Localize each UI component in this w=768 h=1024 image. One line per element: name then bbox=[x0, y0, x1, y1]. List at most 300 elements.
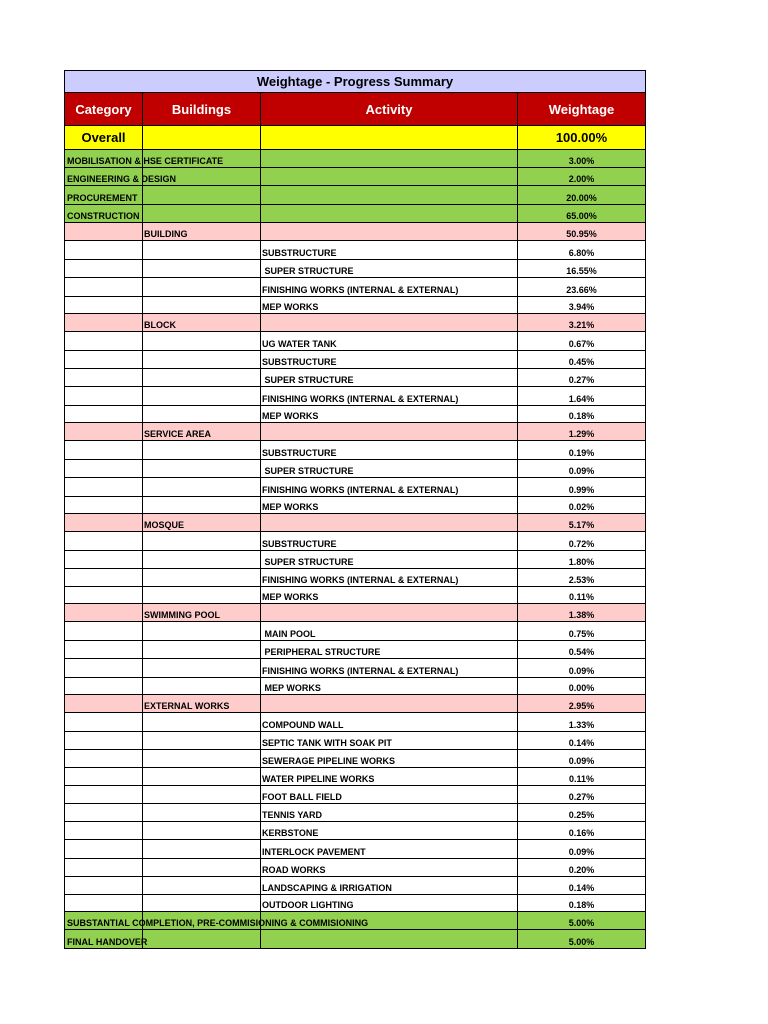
building-label: SERVICE AREA bbox=[144, 429, 212, 439]
building-label: MOSQUE bbox=[144, 520, 185, 530]
activity-row bbox=[65, 351, 645, 369]
category-cell bbox=[65, 786, 143, 803]
category-label: FINAL HANDOVER bbox=[67, 937, 148, 947]
weightage-cell bbox=[518, 532, 645, 550]
category-cell bbox=[65, 587, 143, 603]
weightage-value: 0.75% bbox=[568, 629, 595, 639]
activity-row bbox=[65, 260, 645, 278]
weightage-cell bbox=[518, 478, 645, 496]
header-category: Category bbox=[65, 93, 143, 125]
weightage-cell bbox=[518, 223, 645, 240]
overall-empty-buildings bbox=[143, 126, 261, 149]
category-cell bbox=[65, 460, 143, 477]
activity-label: SUPER STRUCTURE bbox=[262, 375, 354, 385]
activity-cell bbox=[261, 641, 518, 658]
building-cell bbox=[143, 441, 261, 459]
category-cell bbox=[65, 406, 143, 422]
category-cell bbox=[65, 895, 143, 911]
category-row bbox=[65, 186, 645, 205]
activity-cell bbox=[261, 750, 518, 767]
weightage-value: 1.33% bbox=[568, 720, 595, 730]
category-cell bbox=[65, 387, 143, 405]
activity-row bbox=[65, 460, 645, 478]
weightage-value: 0.67% bbox=[568, 339, 595, 349]
weightage-value: 0.14% bbox=[568, 738, 595, 748]
weightage-value: 0.72% bbox=[568, 539, 595, 549]
category-cell bbox=[65, 314, 143, 331]
weightage-cell bbox=[518, 314, 645, 331]
activity-row bbox=[65, 750, 645, 768]
activity-label: MAIN POOL bbox=[262, 629, 316, 639]
category-cell bbox=[65, 604, 143, 621]
building-cell bbox=[143, 351, 261, 368]
activity-cell bbox=[261, 223, 518, 240]
category-cell bbox=[65, 423, 143, 440]
weightage-cell bbox=[518, 895, 645, 911]
building-cell bbox=[143, 478, 261, 496]
category-row bbox=[65, 930, 645, 948]
category-row bbox=[65, 168, 645, 186]
weightage-cell bbox=[518, 604, 645, 621]
weightage-value: 1.80% bbox=[568, 557, 595, 567]
weightage-value: 2.95% bbox=[568, 701, 595, 711]
activity-label: MEP WORKS bbox=[262, 502, 319, 512]
category-cell bbox=[65, 877, 143, 894]
activity-label: MEP WORKS bbox=[262, 411, 319, 421]
weightage-value: 0.27% bbox=[568, 792, 595, 802]
activity-label: MEP WORKS bbox=[262, 592, 319, 602]
activity-label: FINISHING WORKS (INTERNAL & EXTERNAL) bbox=[262, 285, 459, 295]
activity-label: UG WATER TANK bbox=[262, 339, 337, 349]
category-cell bbox=[65, 241, 143, 259]
activity-label: SUPER STRUCTURE bbox=[262, 557, 354, 567]
weightage-value: 0.09% bbox=[568, 666, 595, 676]
weightage-value: 0.27% bbox=[568, 375, 595, 385]
activity-cell bbox=[261, 804, 518, 821]
activity-row bbox=[65, 551, 645, 569]
weightage-value: 0.09% bbox=[568, 756, 595, 766]
weightage-value: 5.00% bbox=[568, 937, 595, 947]
overall-empty-activity bbox=[261, 126, 518, 149]
weightage-value: 3.00% bbox=[568, 156, 595, 166]
category-cell bbox=[65, 622, 143, 640]
activity-cell bbox=[261, 369, 518, 386]
activity-row bbox=[65, 678, 645, 695]
activity-cell bbox=[261, 205, 518, 222]
weightage-value: 0.20% bbox=[568, 865, 595, 875]
building-cell bbox=[143, 659, 261, 677]
building-cell bbox=[143, 532, 261, 550]
weightage-cell bbox=[518, 877, 645, 894]
activity-label: LANDSCAPING & IRRIGATION bbox=[262, 883, 392, 893]
building-cell bbox=[143, 186, 261, 204]
weightage-value: 65.00% bbox=[566, 211, 597, 221]
category-cell bbox=[65, 840, 143, 858]
category-cell bbox=[65, 278, 143, 296]
weightage-cell bbox=[518, 786, 645, 803]
activity-cell bbox=[261, 695, 518, 712]
activity-cell bbox=[261, 930, 518, 948]
weightage-cell bbox=[518, 804, 645, 821]
building-cell bbox=[143, 840, 261, 858]
activity-label: FOOT BALL FIELD bbox=[262, 792, 342, 802]
activity-cell bbox=[261, 497, 518, 513]
overall-label: Overall bbox=[65, 126, 143, 149]
building-cell bbox=[143, 369, 261, 386]
building-cell bbox=[143, 223, 261, 240]
building-cell bbox=[143, 895, 261, 911]
building-cell bbox=[143, 497, 261, 513]
building-cell bbox=[143, 587, 261, 603]
weightage-cell bbox=[518, 497, 645, 513]
weightage-value: 0.11% bbox=[568, 592, 595, 602]
activity-cell bbox=[261, 150, 518, 167]
category-row bbox=[65, 912, 645, 930]
weightage-cell bbox=[518, 297, 645, 313]
activity-cell bbox=[261, 622, 518, 640]
category-cell bbox=[65, 497, 143, 513]
building-row bbox=[65, 695, 645, 713]
activity-cell bbox=[261, 260, 518, 277]
activity-cell bbox=[261, 786, 518, 803]
activity-row bbox=[65, 859, 645, 877]
category-label: CONSTRUCTION bbox=[67, 211, 140, 221]
category-cell bbox=[65, 514, 143, 531]
weightage-value: 0.09% bbox=[568, 466, 595, 476]
activity-cell bbox=[261, 604, 518, 621]
activity-cell bbox=[261, 423, 518, 440]
activity-row bbox=[65, 877, 645, 895]
activity-cell bbox=[261, 278, 518, 296]
activity-cell bbox=[261, 569, 518, 586]
weightage-cell bbox=[518, 150, 645, 167]
weightage-value: 16.55% bbox=[566, 266, 597, 276]
activity-row bbox=[65, 713, 645, 732]
building-cell bbox=[143, 641, 261, 658]
activity-cell bbox=[261, 514, 518, 531]
weightage-value: 5.17% bbox=[568, 520, 595, 530]
weightage-cell bbox=[518, 587, 645, 603]
activity-cell bbox=[261, 460, 518, 477]
weightage-cell bbox=[518, 713, 645, 731]
weightage-cell bbox=[518, 659, 645, 677]
building-cell bbox=[143, 750, 261, 767]
weightage-cell bbox=[518, 278, 645, 296]
category-cell bbox=[65, 351, 143, 368]
building-cell bbox=[143, 930, 261, 948]
progress-summary-table bbox=[64, 70, 646, 949]
overall-row bbox=[65, 126, 645, 150]
weightage-cell bbox=[518, 460, 645, 477]
weightage-cell bbox=[518, 241, 645, 259]
activity-label: MEP WORKS bbox=[262, 683, 321, 693]
table-title bbox=[65, 71, 645, 93]
weightage-value: 5.00% bbox=[568, 918, 595, 928]
weightage-value: 50.95% bbox=[566, 229, 597, 239]
activity-label: ROAD WORKS bbox=[262, 865, 326, 875]
activity-cell bbox=[261, 822, 518, 839]
weightage-value: 1.64% bbox=[568, 394, 595, 404]
activity-label: PERIPHERAL STRUCTURE bbox=[262, 647, 381, 657]
weightage-value: 0.18% bbox=[568, 900, 595, 910]
header-row bbox=[65, 93, 645, 126]
activity-cell bbox=[261, 859, 518, 876]
header-weightage: Weightage bbox=[548, 101, 615, 117]
weightage-value: 2.53% bbox=[568, 575, 595, 585]
activity-row bbox=[65, 804, 645, 822]
activity-cell bbox=[261, 840, 518, 858]
weightage-value: 0.25% bbox=[568, 810, 595, 820]
activity-cell bbox=[261, 895, 518, 911]
category-cell bbox=[65, 732, 143, 749]
building-cell bbox=[143, 569, 261, 586]
weightage-value: 0.54% bbox=[568, 647, 595, 657]
weightage-cell bbox=[518, 732, 645, 749]
weightage-value: 0.00% bbox=[568, 683, 595, 693]
building-cell bbox=[143, 713, 261, 731]
table-body bbox=[65, 150, 645, 948]
activity-label: SEWERAGE PIPELINE WORKS bbox=[262, 756, 396, 766]
building-cell bbox=[143, 695, 261, 712]
header-activity: Activity bbox=[261, 93, 518, 125]
activity-cell bbox=[261, 406, 518, 422]
weightage-cell bbox=[518, 369, 645, 386]
weightage-value: 0.14% bbox=[568, 883, 595, 893]
building-cell bbox=[143, 332, 261, 350]
weightage-value: 1.29% bbox=[568, 429, 595, 439]
weightage-cell bbox=[518, 514, 645, 531]
weightage-cell bbox=[518, 622, 645, 640]
category-cell bbox=[65, 930, 148, 948]
activity-label: TENNIS YARD bbox=[262, 810, 323, 820]
activity-cell bbox=[261, 732, 518, 749]
category-cell bbox=[65, 859, 143, 876]
activity-row bbox=[65, 822, 645, 840]
activity-row bbox=[65, 732, 645, 750]
category-label: ENGINEERING & DESIGN bbox=[67, 174, 177, 184]
activity-label: FINISHING WORKS (INTERNAL & EXTERNAL) bbox=[262, 666, 459, 676]
building-cell bbox=[143, 406, 261, 422]
activity-cell bbox=[261, 314, 518, 331]
activity-row bbox=[65, 478, 645, 497]
weightage-cell bbox=[518, 768, 645, 785]
weightage-cell bbox=[518, 441, 645, 459]
activity-cell bbox=[261, 877, 518, 894]
weightage-value: 20.00% bbox=[566, 193, 597, 203]
activity-label: SUBSTRUCTURE bbox=[262, 248, 337, 258]
activity-cell bbox=[261, 478, 518, 496]
weightage-value: 0.99% bbox=[568, 485, 595, 495]
weightage-value: 0.18% bbox=[568, 411, 595, 421]
category-cell bbox=[65, 822, 143, 839]
weightage-value: 6.80% bbox=[568, 248, 595, 258]
weightage-cell bbox=[518, 387, 645, 405]
building-cell bbox=[143, 859, 261, 876]
building-row bbox=[65, 514, 645, 532]
building-row bbox=[65, 223, 645, 241]
category-cell bbox=[65, 532, 143, 550]
activity-label: SUBSTRUCTURE bbox=[262, 448, 337, 458]
weightage-cell bbox=[518, 859, 645, 876]
activity-label: SUBSTRUCTURE bbox=[262, 357, 337, 367]
activity-label: FINISHING WORKS (INTERNAL & EXTERNAL) bbox=[262, 394, 459, 404]
activity-label: SUPER STRUCTURE bbox=[262, 266, 354, 276]
category-cell bbox=[65, 205, 143, 222]
activity-cell bbox=[261, 351, 518, 368]
activity-cell bbox=[261, 297, 518, 313]
building-row bbox=[65, 314, 645, 332]
weightage-cell bbox=[518, 551, 645, 568]
weightage-cell bbox=[518, 205, 645, 222]
activity-label: FINISHING WORKS (INTERNAL & EXTERNAL) bbox=[262, 485, 459, 495]
weightage-value: 0.11% bbox=[568, 774, 595, 784]
building-cell bbox=[143, 804, 261, 821]
table-title-text: Weightage - Progress Summary bbox=[256, 74, 454, 89]
category-row bbox=[65, 205, 645, 223]
building-label: EXTERNAL WORKS bbox=[144, 701, 230, 711]
activity-row bbox=[65, 641, 645, 659]
weightage-cell bbox=[518, 750, 645, 767]
activity-row bbox=[65, 497, 645, 514]
header-buildings: Buildings bbox=[143, 93, 261, 125]
building-cell bbox=[143, 678, 261, 694]
category-label: MOBILISATION & HSE CERTIFICATE bbox=[67, 156, 224, 166]
building-cell bbox=[143, 877, 261, 894]
weightage-cell bbox=[518, 351, 645, 368]
building-cell bbox=[143, 241, 261, 259]
activity-row bbox=[65, 786, 645, 804]
building-row bbox=[65, 423, 645, 441]
activity-cell bbox=[261, 532, 518, 550]
weightage-cell bbox=[518, 332, 645, 350]
weightage-cell bbox=[518, 822, 645, 839]
weightage-cell bbox=[518, 641, 645, 658]
category-cell bbox=[65, 478, 143, 496]
activity-cell bbox=[261, 659, 518, 677]
category-cell bbox=[65, 659, 143, 677]
building-cell bbox=[143, 314, 261, 331]
activity-label: COMPOUND WALL bbox=[262, 720, 344, 730]
building-cell bbox=[143, 460, 261, 477]
category-cell bbox=[65, 750, 143, 767]
category-cell bbox=[65, 912, 369, 929]
activity-row bbox=[65, 622, 645, 641]
activity-row bbox=[65, 332, 645, 351]
category-cell bbox=[65, 297, 143, 313]
activity-cell bbox=[261, 678, 518, 694]
activity-cell bbox=[261, 241, 518, 259]
activity-cell bbox=[261, 168, 518, 185]
weightage-value: 0.19% bbox=[568, 448, 595, 458]
weightage-cell bbox=[518, 260, 645, 277]
activity-cell bbox=[261, 441, 518, 459]
building-cell bbox=[143, 786, 261, 803]
activity-row bbox=[65, 895, 645, 912]
category-cell bbox=[65, 678, 143, 694]
building-cell bbox=[143, 622, 261, 640]
weightage-cell bbox=[518, 678, 645, 694]
category-cell bbox=[65, 641, 143, 658]
category-cell bbox=[65, 713, 143, 731]
activity-row bbox=[65, 369, 645, 387]
overall-weight: 100.00% bbox=[555, 130, 608, 145]
activity-label: OUTDOOR LIGHTING bbox=[262, 900, 354, 910]
activity-row bbox=[65, 387, 645, 406]
category-label: SUBSTANTIAL COMPLETION, PRE-COMMISIONING & COMMISIONING bbox=[67, 918, 369, 928]
activity-row bbox=[65, 278, 645, 297]
activity-cell bbox=[261, 186, 518, 204]
building-cell bbox=[143, 514, 261, 531]
category-row bbox=[65, 150, 645, 168]
weightage-value: 0.16% bbox=[568, 828, 595, 838]
category-cell bbox=[65, 441, 143, 459]
weightage-cell bbox=[518, 406, 645, 422]
building-cell bbox=[143, 732, 261, 749]
weightage-value: 23.66% bbox=[566, 285, 597, 295]
category-cell bbox=[65, 150, 224, 167]
activity-row bbox=[65, 569, 645, 587]
building-cell bbox=[143, 387, 261, 405]
building-cell bbox=[143, 822, 261, 839]
weightage-value: 1.38% bbox=[568, 610, 595, 620]
activity-label: SEPTIC TANK WITH SOAK PIT bbox=[262, 738, 392, 748]
building-cell bbox=[143, 205, 261, 222]
activity-cell bbox=[261, 768, 518, 785]
activity-cell bbox=[261, 332, 518, 350]
activity-label: KERBSTONE bbox=[262, 828, 319, 838]
activity-label: INTERLOCK PAVEMENT bbox=[262, 847, 366, 857]
activity-label: SUBSTRUCTURE bbox=[262, 539, 337, 549]
category-cell bbox=[65, 168, 177, 185]
activity-label: FINISHING WORKS (INTERNAL & EXTERNAL) bbox=[262, 575, 459, 585]
activity-row bbox=[65, 441, 645, 460]
activity-row bbox=[65, 241, 645, 260]
activity-cell bbox=[261, 387, 518, 405]
building-cell bbox=[143, 260, 261, 277]
building-cell bbox=[143, 423, 261, 440]
building-label: BLOCK bbox=[144, 320, 176, 330]
activity-row bbox=[65, 297, 645, 314]
category-cell bbox=[65, 369, 143, 386]
activity-row bbox=[65, 532, 645, 551]
category-cell bbox=[65, 551, 143, 568]
weightage-value: 0.02% bbox=[568, 502, 595, 512]
category-cell bbox=[65, 260, 143, 277]
activity-row bbox=[65, 840, 645, 859]
building-label: BUILDING bbox=[144, 229, 188, 239]
activity-row bbox=[65, 768, 645, 786]
building-cell bbox=[143, 768, 261, 785]
activity-cell bbox=[261, 713, 518, 731]
weightage-cell bbox=[518, 912, 645, 929]
building-cell bbox=[143, 551, 261, 568]
activity-row bbox=[65, 587, 645, 604]
activity-label: WATER PIPELINE WORKS bbox=[262, 774, 375, 784]
activity-row bbox=[65, 406, 645, 423]
weightage-cell bbox=[518, 695, 645, 712]
category-cell bbox=[65, 186, 143, 204]
activity-row bbox=[65, 659, 645, 678]
category-cell bbox=[65, 332, 143, 350]
building-label: SWIMMING POOL bbox=[144, 610, 220, 620]
weightage-value: 3.94% bbox=[568, 302, 595, 312]
weightage-cell bbox=[518, 840, 645, 858]
weightage-value: 2.00% bbox=[568, 174, 595, 184]
weightage-cell bbox=[518, 186, 645, 204]
weightage-cell bbox=[518, 930, 645, 948]
activity-label: MEP WORKS bbox=[262, 302, 319, 312]
category-cell bbox=[65, 223, 143, 240]
